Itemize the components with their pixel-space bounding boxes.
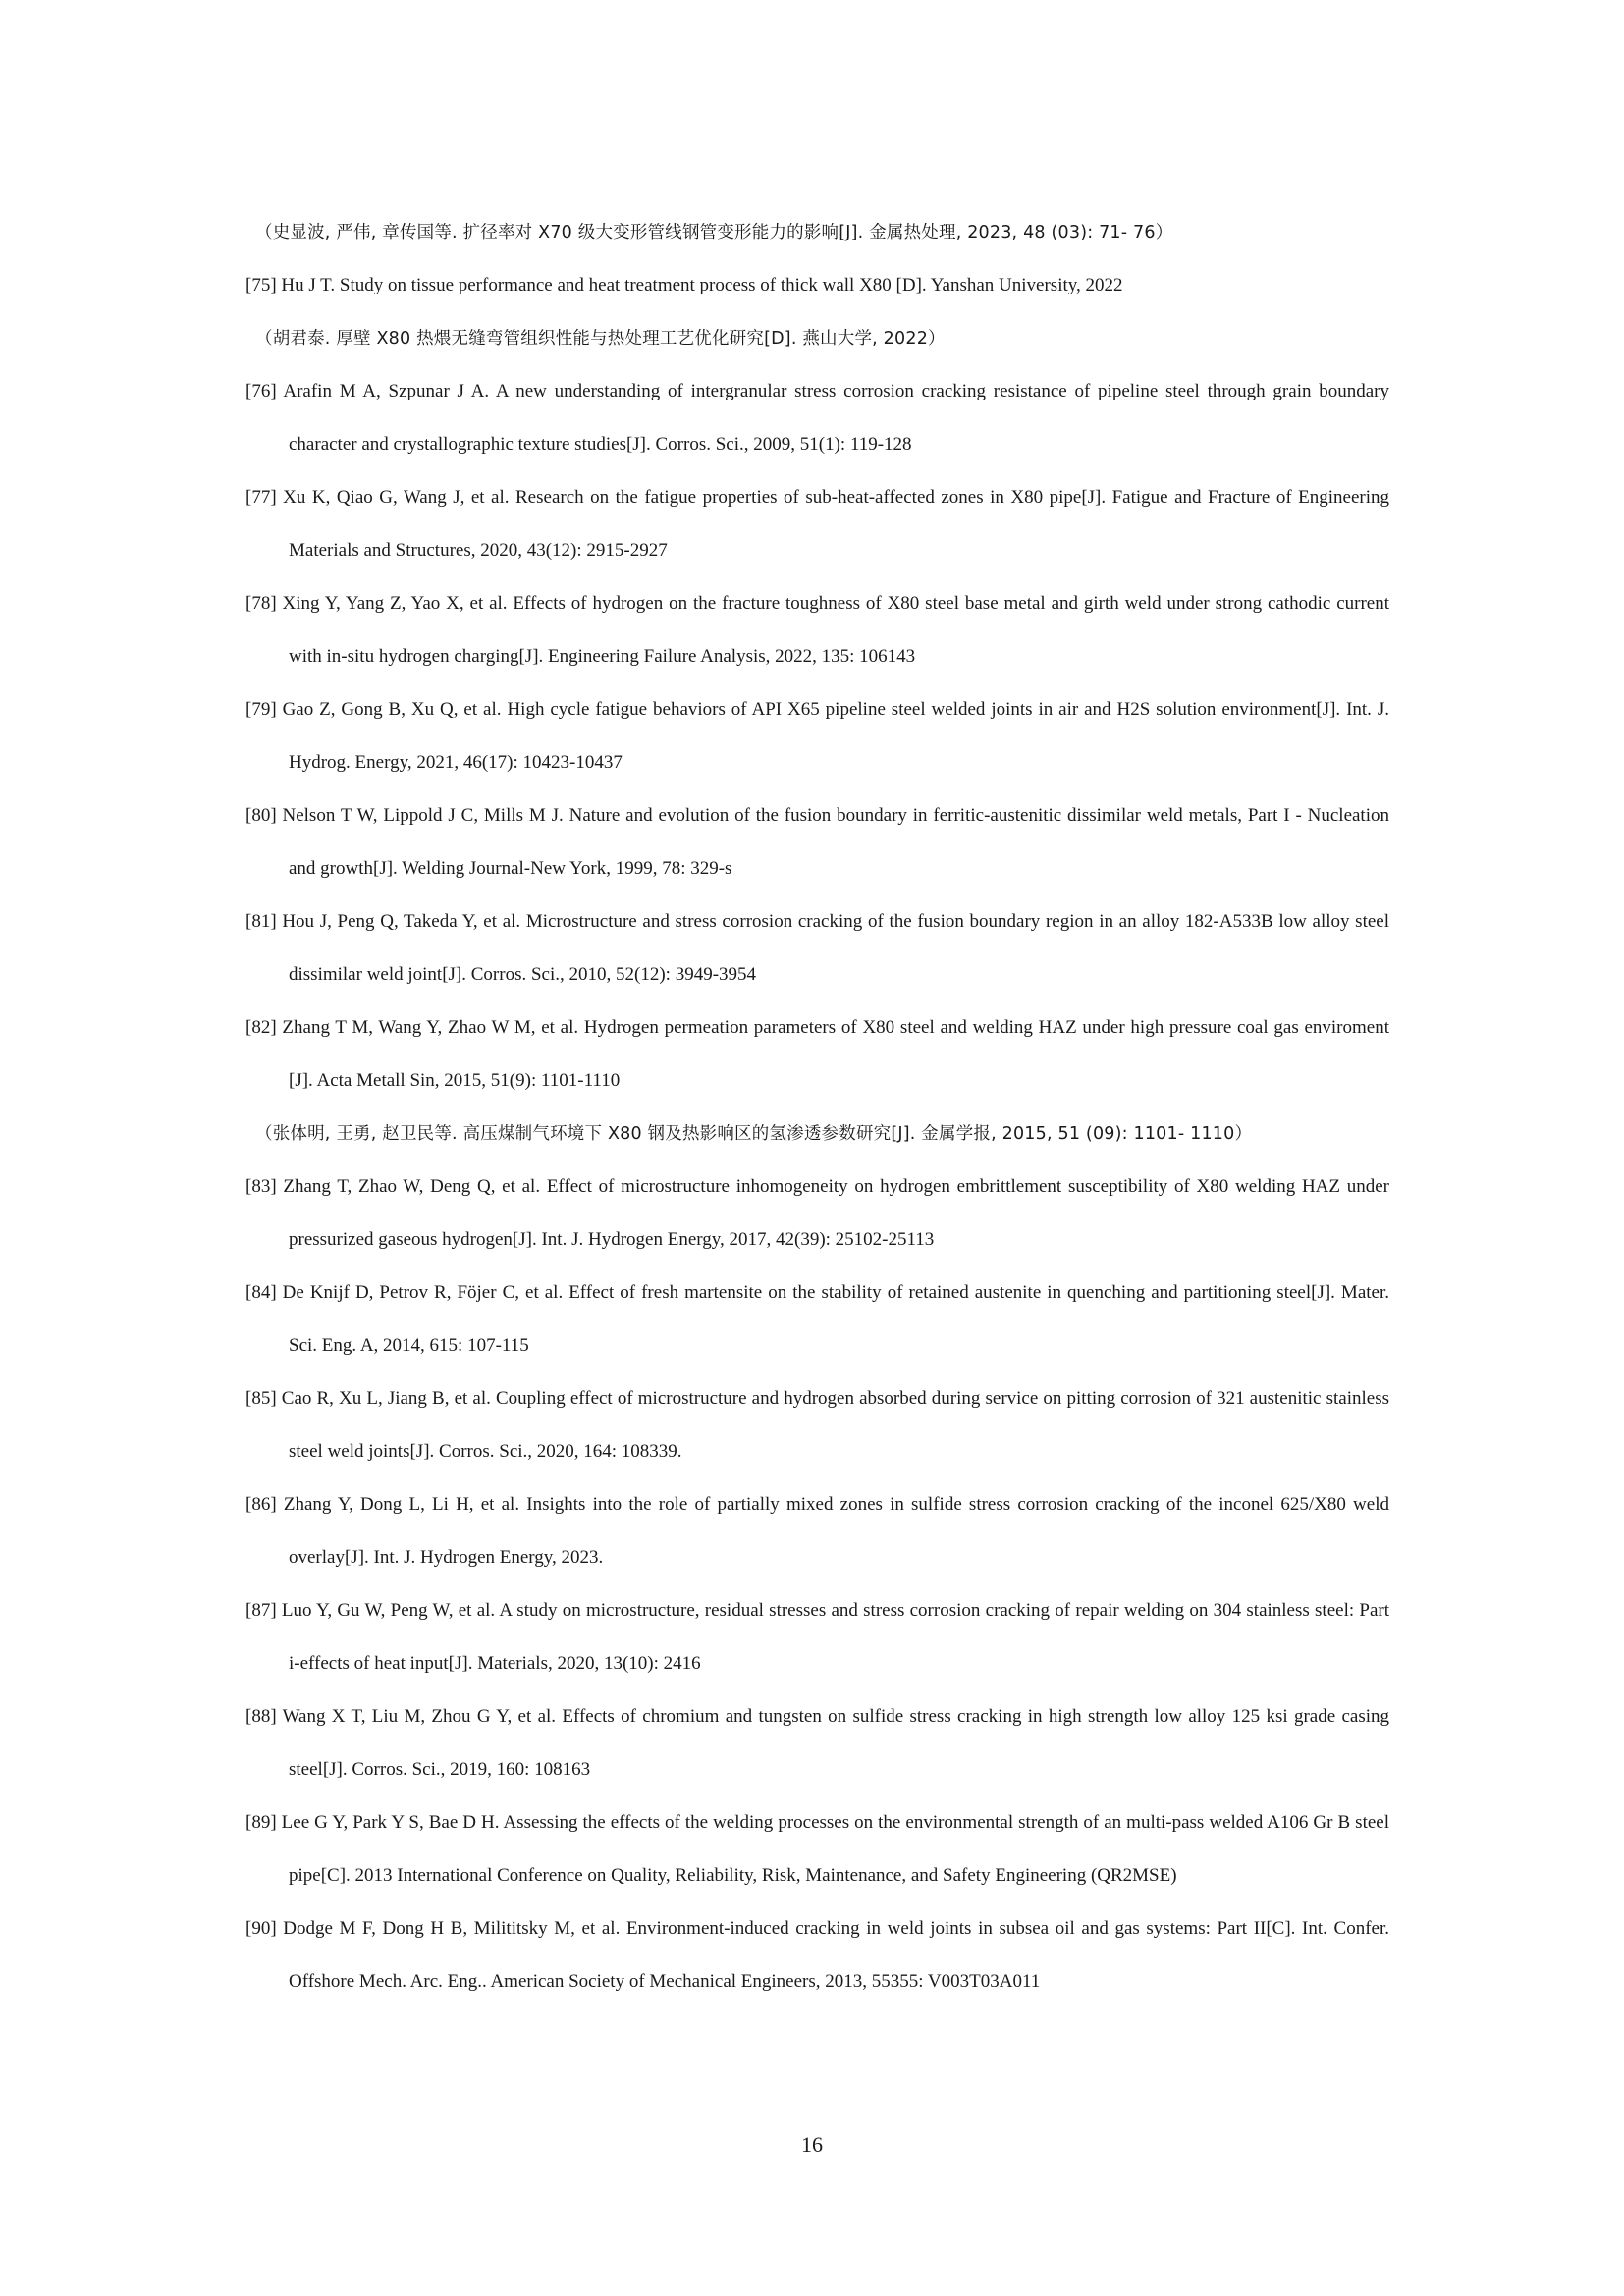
reference-75: [75] Hu J T. Study on tissue performance and heat treatment process of thick wall X80 [D]. Yanshan University, 2022	[245, 275, 1123, 295]
reference-80: [80] Nelson T W, Lippold J C, Mills M J. Nature and evolution of the fusion boundary in ferritic-austenitic dissimilar weld metals, Part I - Nucleation and growth[J]. Welding Journal-New York, 1999, 78: 329-s	[245, 805, 1389, 879]
reference-90: [90] Dodge M F, Dong H B, Milititsky M, et al. Environment-induced cracking in weld joints in subsea oil and gas systems: Part II[C]. Int. Confer. Offshore Mech. Arc. Eng.. American Society of Mechanical Engineers, 2013, 55355: V003T03A011	[245, 1918, 1389, 1992]
reference-83: [83] Zhang T, Zhao W, Deng Q, et al. Effect of microstructure inhomogeneity on hydrogen embrittlement susceptibility of X80 welding HAZ under pressurized gaseous hydrogen[J]. Int. J. Hydrogen Energy, 2017, 42(39): 25102-25113	[245, 1176, 1389, 1250]
reference-77: [77] Xu K, Qiao G, Wang J, et al. Research on the fatigue properties of sub-heat-affected zones in X80 pipe[J]. Fatigue and Fracture of Engineering Materials and Structures, 2020, 43(12): 2915-2927	[245, 487, 1389, 561]
reference-list	[245, 206, 1389, 2008]
reference-81: [81] Hou J, Peng Q, Takeda Y, et al. Microstructure and stress corrosion cracking of the fusion boundary region in an alloy 182-A533B low alloy steel dissimilar weld joint[J]. Corros. Sci., 2010, 52(12): 3949-3954	[245, 911, 1389, 985]
reference-78: [78] Xing Y, Yang Z, Yao X, et al. Effects of hydrogen on the fracture toughness of X80 steel base metal and girth weld under strong cathodic current with in-situ hydrogen charging[J]. Engineering Failure Analysis, 2022, 135: 106143	[245, 593, 1389, 667]
reference-85: [85] Cao R, Xu L, Jiang B, et al. Coupling effect of microstructure and hydrogen absorbed during service on pitting corrosion of 321 austenitic stainless steel weld joints[J]. Corros. Sci., 2020, 164: 108339.	[245, 1388, 1389, 1462]
reference-86: [86] Zhang Y, Dong L, Li H, et al. Insights into the role of partially mixed zones in sulfide stress corrosion cracking of the inconel 625/X80 weld overlay[J]. Int. J. Hydrogen Energy, 2023.	[245, 1494, 1389, 1568]
reference-translation-82: （张体明, 王勇, 赵卫民等. 高压煤制气环境下 X80 钢及热影响区的氢渗透参数研究[J]. 金属学报, 2015, 51 (09): 1101- 1110）	[255, 1124, 1253, 1144]
reference-87: [87] Luo Y, Gu W, Peng W, et al. A study on microstructure, residual stresses and stress corrosion cracking of repair welding on 304 stainless steel: Part i-effects of heat input[J]. Materials, 2020, 13(10): 2416	[245, 1600, 1389, 1674]
page-number: 16	[801, 2132, 823, 2157]
reference-translation-75: （胡君泰. 厚壁 X80 热煨无缝弯管组织性能与热处理工艺优化研究[D]. 燕山大学, 2022）	[255, 329, 946, 348]
reference-88: [88] Wang X T, Liu M, Zhou G Y, et al. Effects of chromium and tungsten on sulfide stress cracking in high strength low alloy 125 ksi grade casing steel[J]. Corros. Sci., 2019, 160: 108163	[245, 1706, 1389, 1780]
reference-translation-74: （史显波, 严伟, 章传国等. 扩径率对 X70 级大变形管线钢管变形能力的影响[J]. 金属热处理, 2023, 48 (03): 71- 76）	[255, 223, 1173, 242]
reference-82: [82] Zhang T M, Wang Y, Zhao W M, et al. Hydrogen permeation parameters of X80 steel and welding HAZ under high pressure coal gas enviroment [J]. Acta Metall Sin, 2015, 51(9): 1101-1110	[245, 1017, 1389, 1091]
reference-76: [76] Arafin M A, Szpunar J A. A new understanding of intergranular stress corrosion cracking resistance of pipeline steel through grain boundary character and crystallographic texture studies[J]. Corros. Sci., 2009, 51(1): 119-128	[245, 381, 1389, 454]
reference-89: [89] Lee G Y, Park Y S, Bae D H. Assessing the effects of the welding processes on the environmental strength of an multi-pass welded A106 Gr B steel pipe[C]. 2013 International Conference on Quality, Reliability, Risk, Maintenance, and Safety Engineering (QR2MSE)	[245, 1812, 1389, 1886]
reference-84: [84] De Knijf D, Petrov R, Föjer C, et al. Effect of fresh martensite on the stability of retained austenite in quenching and partitioning steel[J]. Mater. Sci. Eng. A, 2014, 615: 107-115	[245, 1282, 1389, 1356]
reference-79: [79] Gao Z, Gong B, Xu Q, et al. High cycle fatigue behaviors of API X65 pipeline steel welded joints in air and H2S solution environment[J]. Int. J. Hydrog. Energy, 2021, 46(17): 10423-10437	[245, 699, 1389, 773]
